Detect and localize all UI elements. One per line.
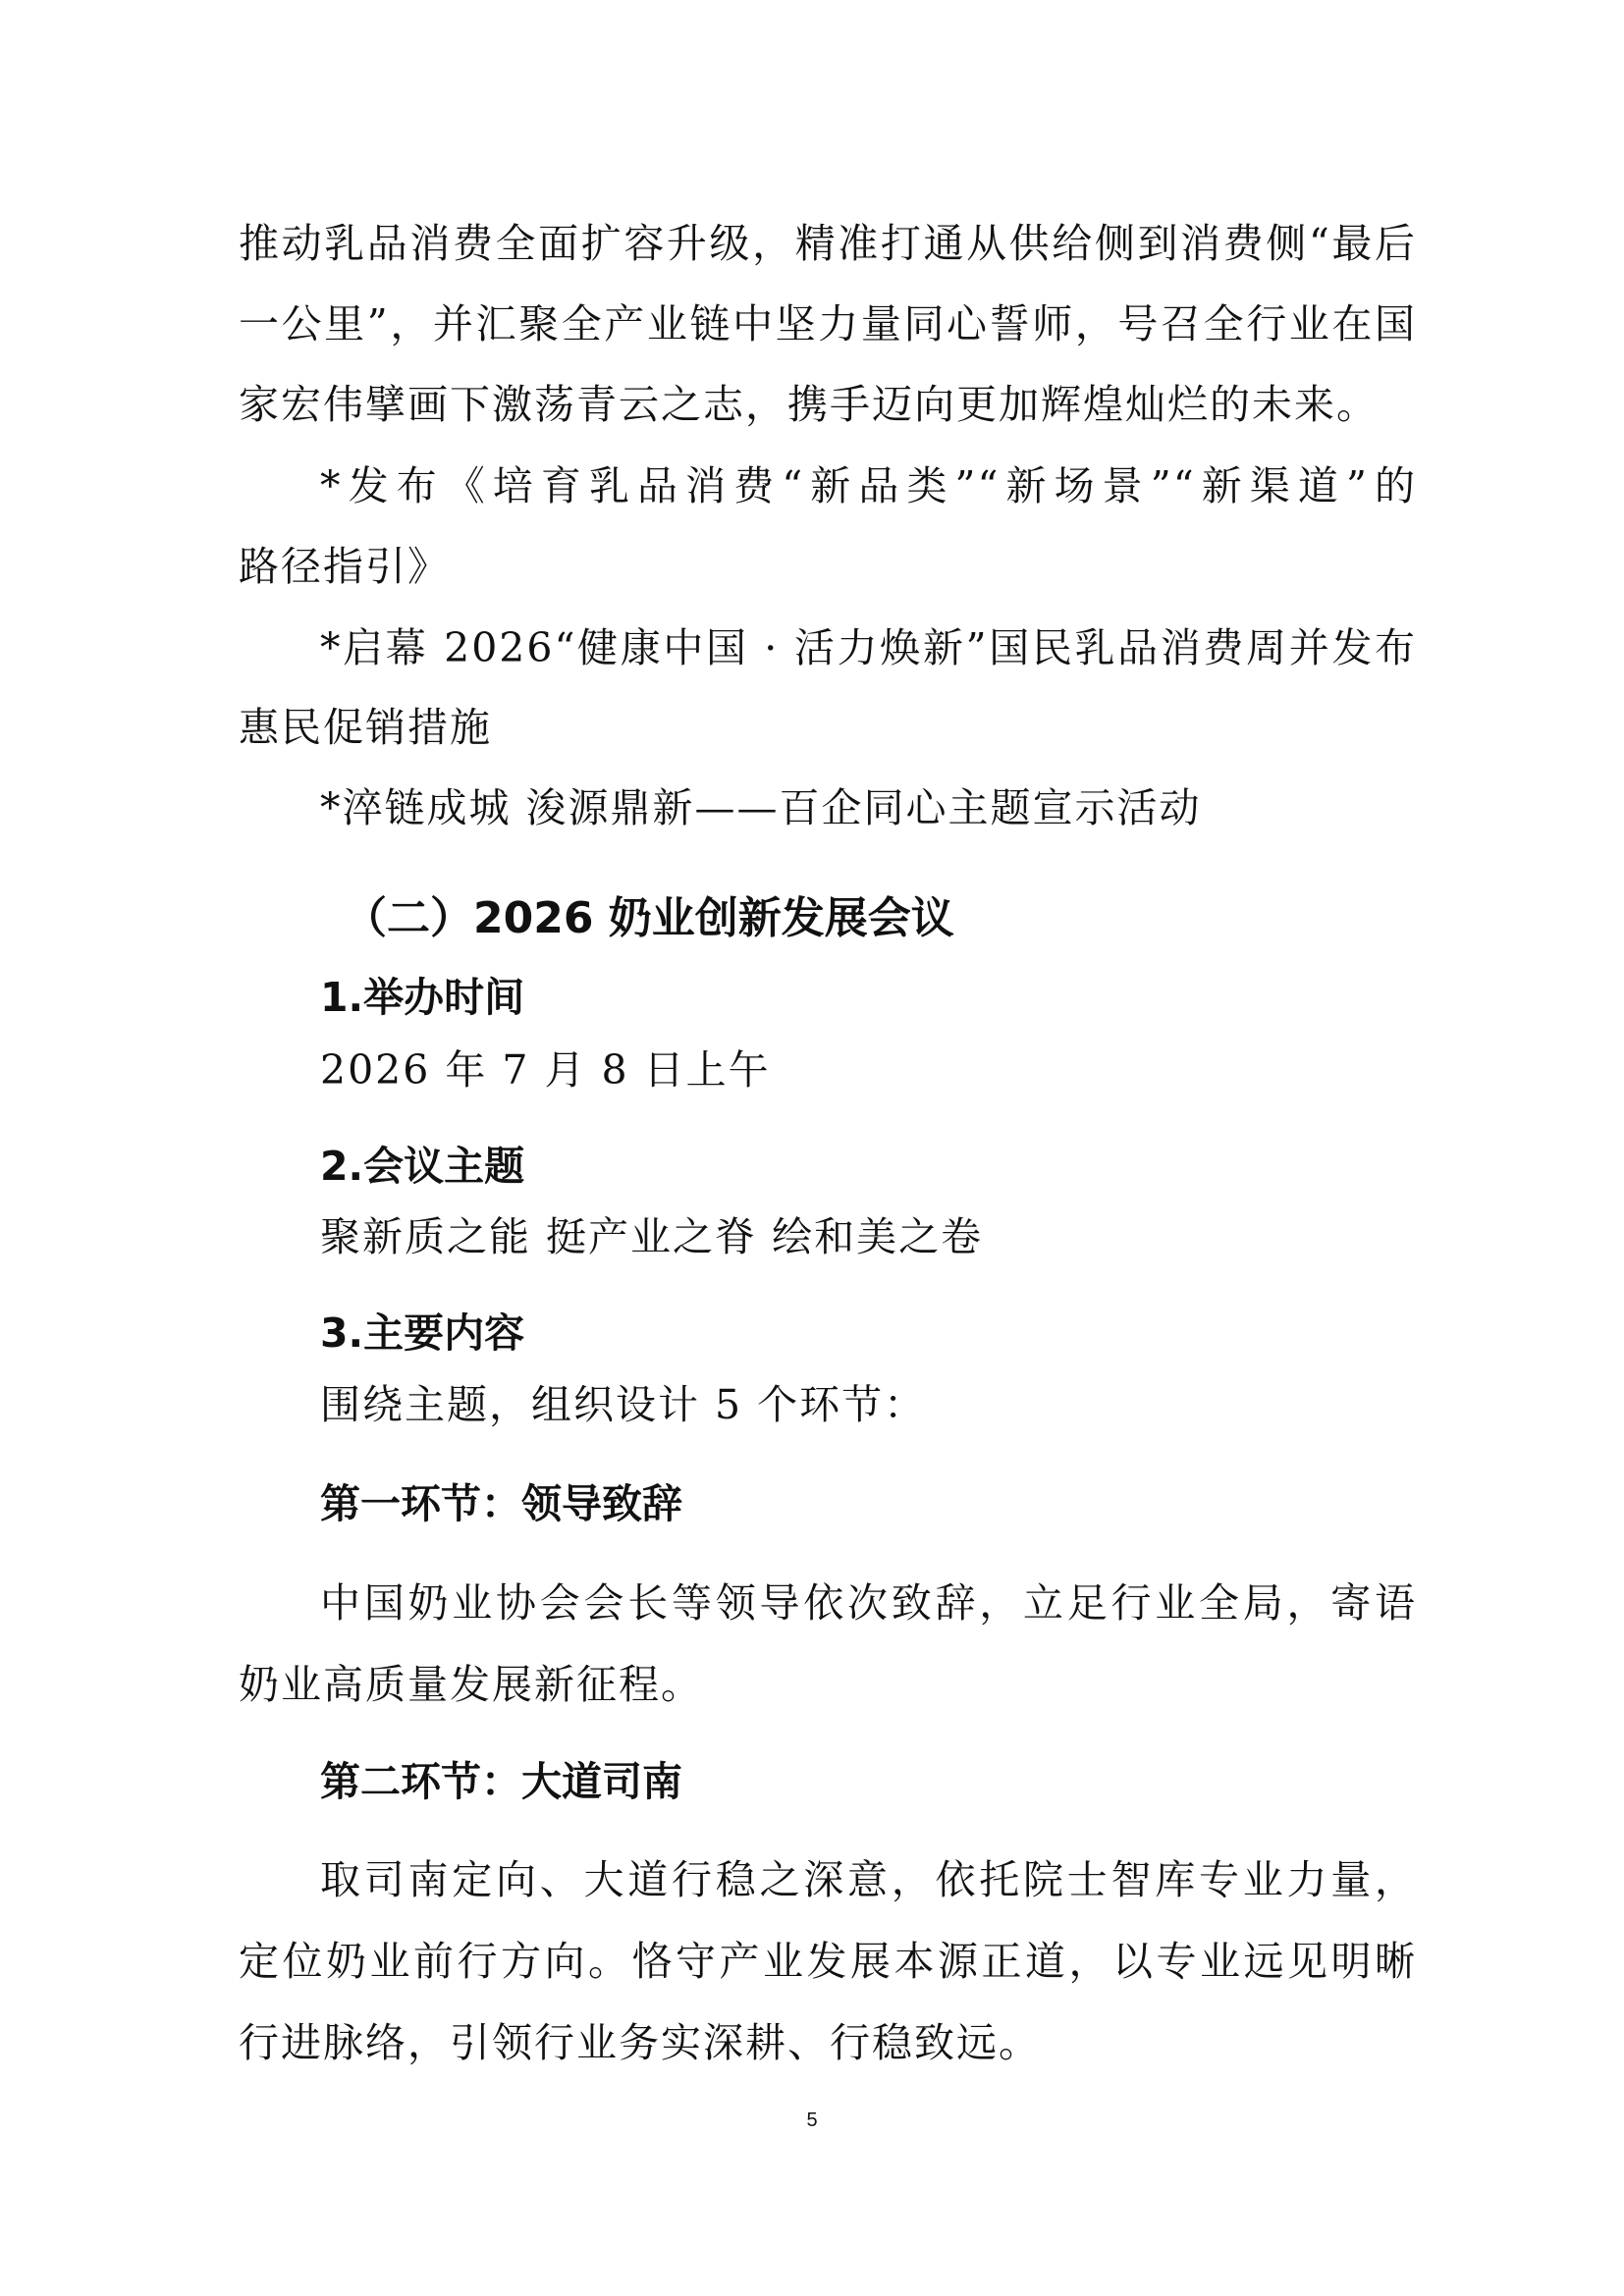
item-title: 2.会议主题 bbox=[320, 1143, 525, 1190]
body-line: 家宏伟擘画下激荡青云之志，携手迈向更加辉煌灿烂的未来。 bbox=[239, 381, 1379, 428]
body-line: 推动乳品消费全面扩容升级，精准打通从供给侧到消费侧“最后 bbox=[239, 220, 1417, 267]
item-text: 聚新质之能 挺产业之脊 绘和美之卷 bbox=[320, 1213, 984, 1260]
segment-text-line: 中国奶业协会会长等领导依次致辞，立足行业全局，寄语 bbox=[320, 1579, 1417, 1627]
item-title: 3.主要内容 bbox=[320, 1309, 525, 1357]
segment-text-line: 奶业高质量发展新征程。 bbox=[239, 1661, 703, 1708]
segment-text-line: 定位奶业前行方向。恪守产业发展本源正道，以专业远见明晰 bbox=[239, 1938, 1417, 1985]
bullet-line: 惠民促销措施 bbox=[239, 704, 492, 751]
segment-text-line: 取司南定向、大道行稳之深意，依托院士智库专业力量， bbox=[320, 1856, 1417, 1903]
body-line: 一公里”，并汇聚全产业链中坚力量同心誓师，号召全行业在国 bbox=[239, 300, 1417, 347]
section-heading: （二）2026 奶业创新发展会议 bbox=[344, 893, 954, 943]
item-title: 1.举办时间 bbox=[320, 974, 525, 1021]
segment-title: 第一环节：领导致辞 bbox=[320, 1480, 682, 1527]
item-text: 围绕主题，组织设计 5 个环节： bbox=[320, 1381, 927, 1428]
bullet-line: *启幕 2026“健康中国 · 活力焕新”国民乳品消费周并发布 bbox=[320, 624, 1417, 671]
bullet-line: 路径指引》 bbox=[239, 543, 450, 590]
segment-text-line: 行进脉络，引领行业务实深耕、行稳致远。 bbox=[239, 2019, 1041, 2066]
page-number: 5 bbox=[806, 2109, 818, 2131]
segment-title: 第二环节：大道司南 bbox=[320, 1758, 682, 1805]
bullet-line: *淬链成城 浚源鼎新——百企同心主题宣示活动 bbox=[320, 784, 1202, 831]
item-text: 2026 年 7 月 8 日上午 bbox=[320, 1046, 771, 1094]
bullet-line: *发布《培育乳品消费“新品类”“新场景”“新渠道”的 bbox=[320, 462, 1417, 509]
